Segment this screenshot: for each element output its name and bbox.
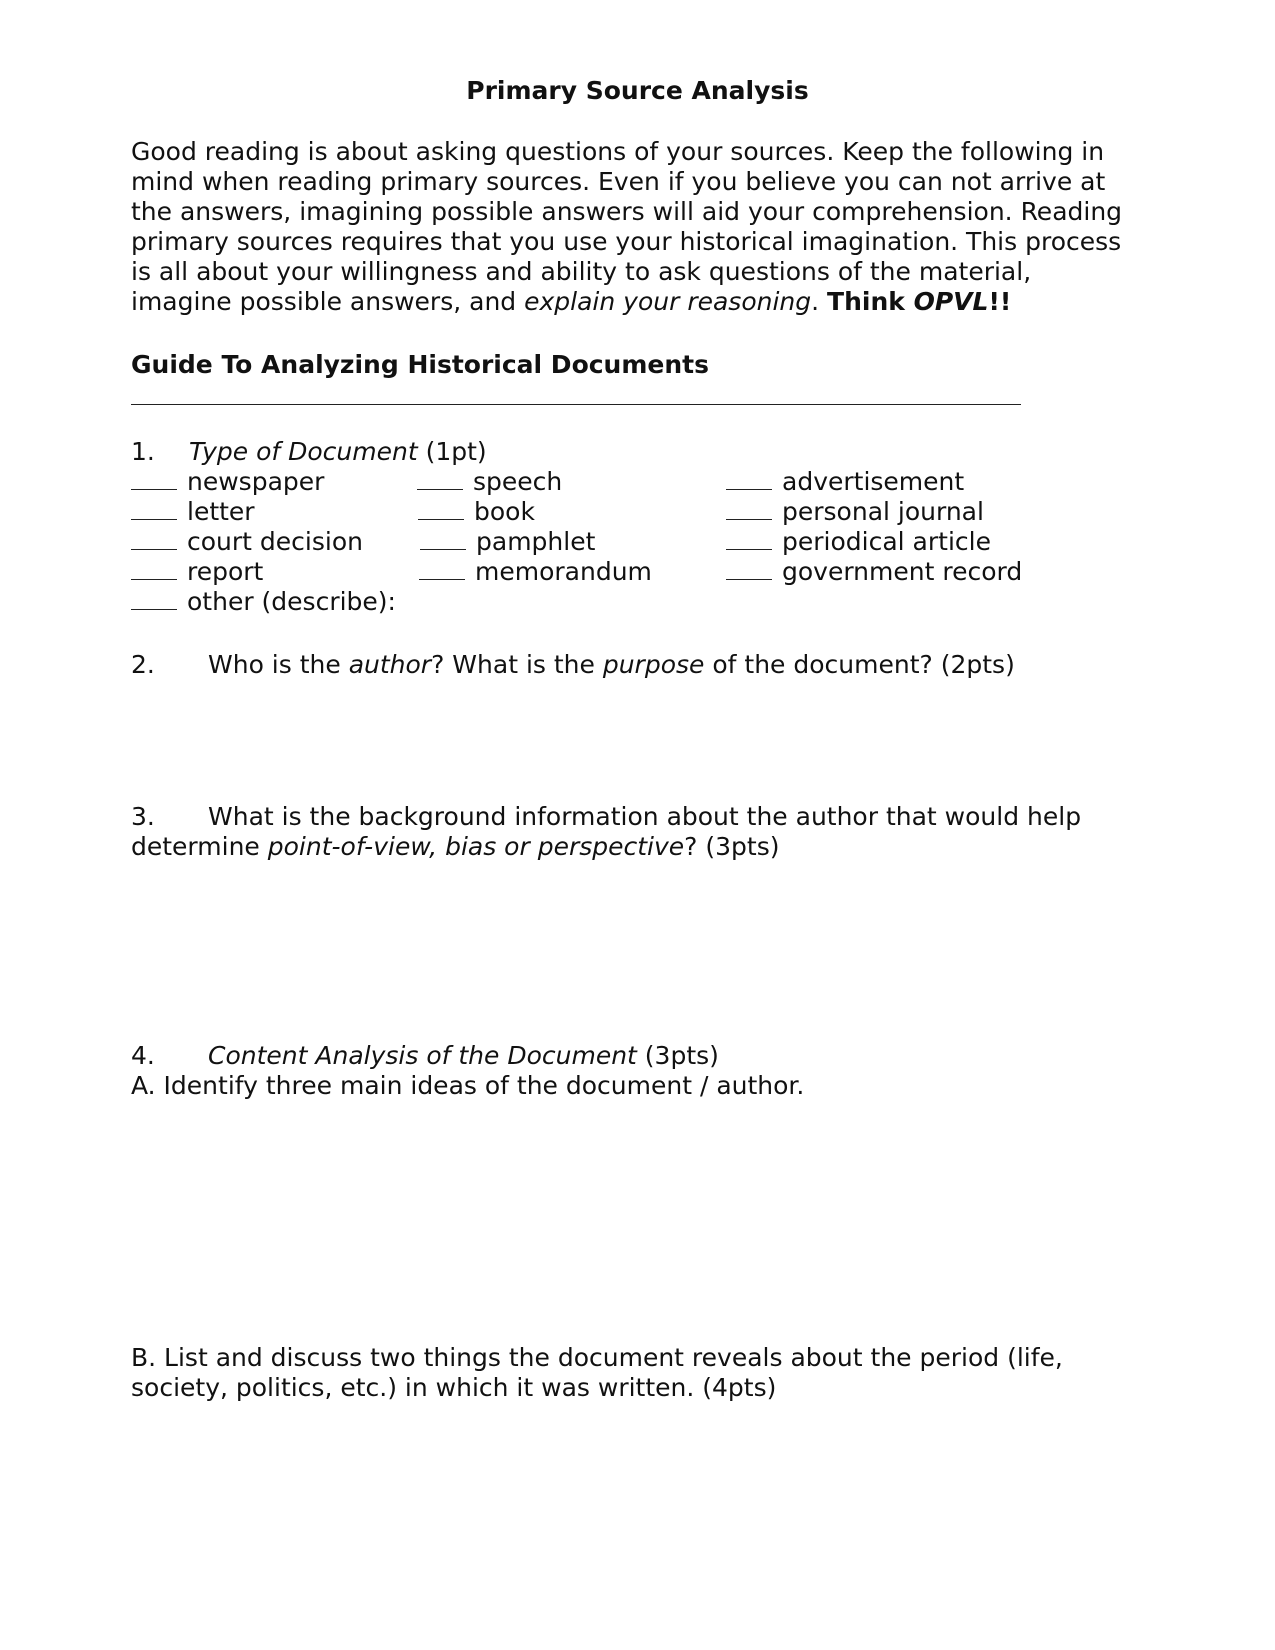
question-4-part-b-line-2: society, politics, etc.) in which it was written. (4pts) bbox=[131, 1373, 777, 1402]
option-label: memorandum bbox=[475, 557, 652, 586]
section-heading: Guide To Analyzing Historical Documents bbox=[131, 350, 709, 379]
answer-blank[interactable] bbox=[418, 497, 464, 520]
doc-type-option[interactable] bbox=[726, 527, 991, 557]
intro-line: primary sources requires that you use your historical imagination. This process bbox=[131, 227, 1122, 256]
option-label: personal journal bbox=[782, 497, 984, 526]
question-label: Type of Document bbox=[189, 437, 418, 466]
question-text: Who is the bbox=[208, 650, 349, 679]
question-2 bbox=[131, 650, 1015, 680]
option-label: advertisement bbox=[782, 467, 965, 496]
intro-line: mind when reading primary sources. Even if you believe you can not arrive at bbox=[131, 167, 1106, 196]
option-label: newspaper bbox=[187, 467, 325, 496]
question-number: 4. bbox=[131, 1041, 155, 1070]
answer-blank[interactable] bbox=[417, 467, 463, 490]
option-label: letter bbox=[187, 497, 255, 526]
option-label: speech bbox=[473, 467, 563, 496]
option-label: periodical article bbox=[782, 527, 991, 556]
question-3-line-1 bbox=[131, 802, 1081, 832]
doc-type-option[interactable] bbox=[131, 587, 396, 617]
question-text: What is the background information about the author that would help bbox=[208, 802, 1082, 831]
doc-type-option[interactable] bbox=[131, 557, 263, 587]
doc-type-option[interactable] bbox=[131, 497, 255, 527]
question-text: of the document? (2pts) bbox=[704, 650, 1015, 679]
exclamation: !! bbox=[988, 287, 1012, 316]
think-label: Think bbox=[827, 287, 914, 316]
doc-type-option[interactable] bbox=[726, 467, 964, 497]
divider-line bbox=[131, 404, 1021, 405]
option-label: other (describe): bbox=[187, 587, 396, 616]
doc-type-option[interactable] bbox=[131, 527, 363, 557]
intro-line: is all about your willingness and ability to ask questions of the material, bbox=[131, 257, 1032, 286]
doc-type-option[interactable] bbox=[420, 527, 595, 557]
option-label: government record bbox=[782, 557, 1023, 586]
question-number: 3. bbox=[131, 802, 155, 831]
option-label: court decision bbox=[187, 527, 363, 556]
question-emphasis: point-of-view, bias or perspective bbox=[267, 832, 685, 861]
question-emphasis: purpose bbox=[602, 650, 705, 679]
doc-type-option[interactable] bbox=[131, 467, 324, 497]
question-4-heading bbox=[131, 1041, 719, 1071]
question-4-part-a: A. Identify three main ideas of the document / author. bbox=[131, 1071, 805, 1100]
page-title: Primary Source Analysis bbox=[466, 76, 809, 105]
question-points: (3pts) bbox=[636, 1041, 719, 1070]
question-points: (1pt) bbox=[417, 437, 487, 466]
answer-blank[interactable] bbox=[420, 527, 466, 550]
intro-paragraph bbox=[131, 137, 1141, 317]
doc-type-option[interactable] bbox=[726, 497, 984, 527]
answer-blank[interactable] bbox=[726, 497, 772, 520]
intro-line: the answers, imagining possible answers will aid your comprehension. Reading bbox=[131, 197, 1123, 226]
answer-blank[interactable] bbox=[131, 527, 177, 550]
doc-type-option[interactable] bbox=[419, 557, 652, 587]
intro-emphasis: explain your reasoning bbox=[524, 287, 812, 316]
answer-blank[interactable] bbox=[726, 467, 772, 490]
question-emphasis: author bbox=[348, 650, 432, 679]
question-1-heading bbox=[131, 437, 487, 467]
question-text: determine bbox=[131, 832, 268, 861]
opvl-acronym: OPVL bbox=[913, 287, 989, 316]
option-label: book bbox=[474, 497, 535, 526]
doc-type-option[interactable] bbox=[726, 557, 1022, 587]
option-label: report bbox=[187, 557, 264, 586]
question-text: ? (3pts) bbox=[684, 832, 780, 861]
answer-blank[interactable] bbox=[131, 497, 177, 520]
intro-line bbox=[131, 287, 1141, 317]
doc-type-option[interactable] bbox=[417, 467, 562, 497]
question-number: 1. bbox=[131, 437, 155, 466]
intro-text: imagine possible answers, and bbox=[131, 287, 525, 316]
answer-blank[interactable] bbox=[419, 557, 465, 580]
question-text: ? What is the bbox=[431, 650, 603, 679]
answer-blank[interactable] bbox=[131, 557, 177, 580]
question-4-part-b-line-1: B. List and discuss two things the document reveals about the period (life, bbox=[131, 1343, 1063, 1372]
intro-line: Good reading is about asking questions of your sources. Keep the following in bbox=[131, 137, 1105, 166]
answer-blank[interactable] bbox=[726, 557, 772, 580]
question-label: Content Analysis of the Document bbox=[208, 1041, 637, 1070]
answer-blank[interactable] bbox=[131, 587, 177, 610]
intro-text: . bbox=[811, 287, 828, 316]
option-label: pamphlet bbox=[476, 527, 596, 556]
question-3-line-2 bbox=[131, 832, 780, 862]
answer-blank[interactable] bbox=[131, 467, 177, 490]
doc-type-option[interactable] bbox=[418, 497, 535, 527]
answer-blank[interactable] bbox=[726, 527, 772, 550]
question-number: 2. bbox=[131, 650, 155, 679]
